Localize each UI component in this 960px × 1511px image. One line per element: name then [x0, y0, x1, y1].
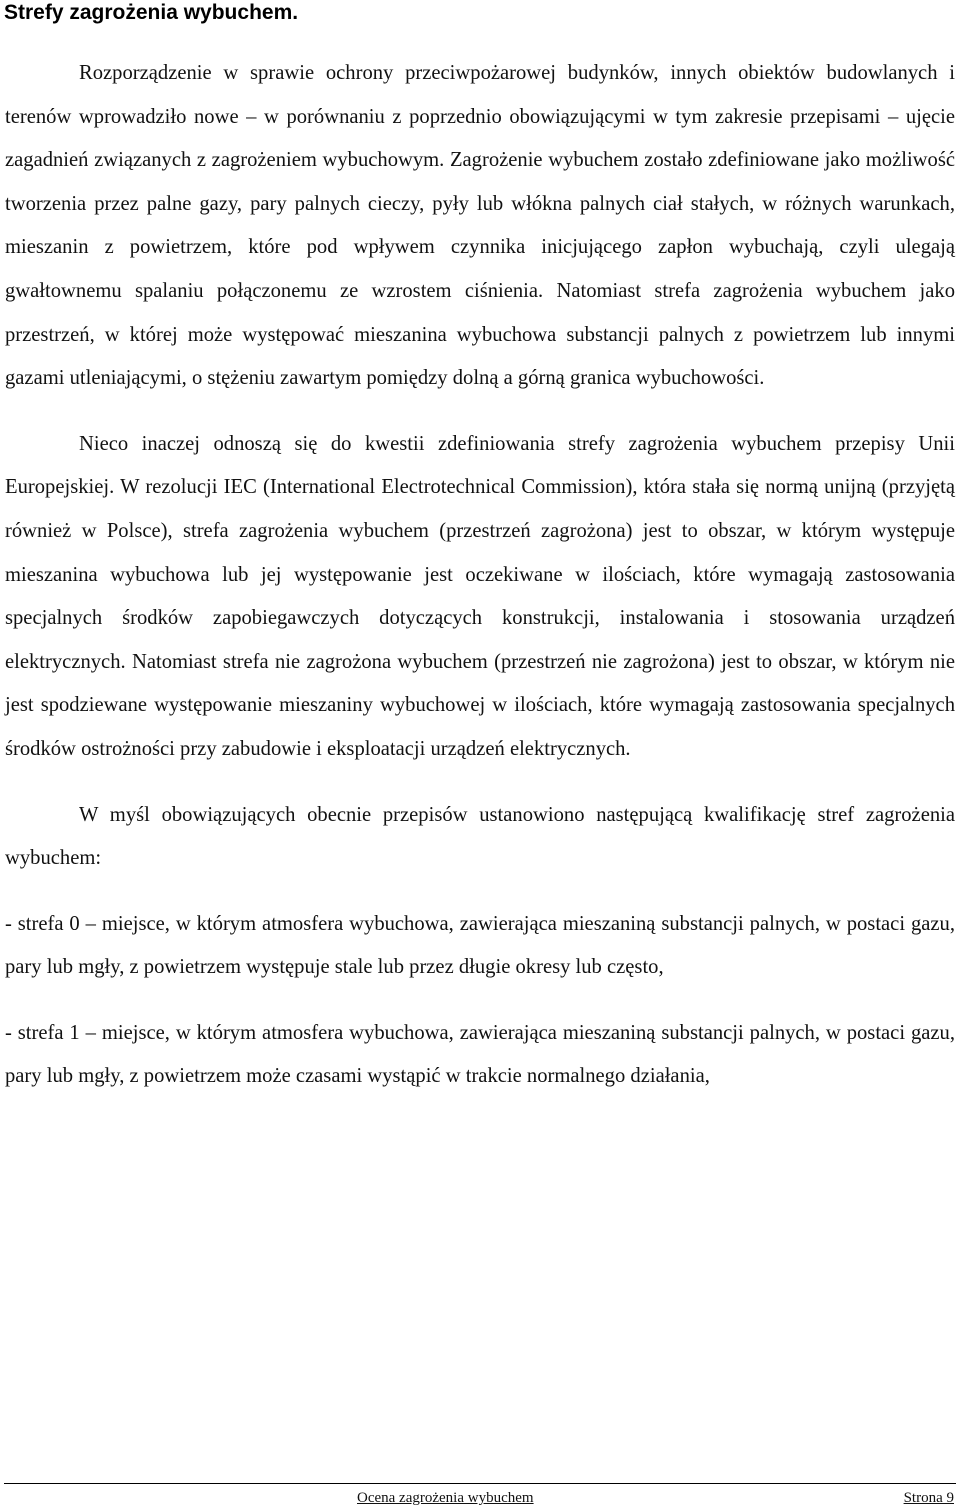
paragraph-spacer — [5, 772, 955, 794]
footer-divider — [4, 1483, 956, 1484]
paragraph-classification-intro: W myśl obowiązujących obecnie przepisów ustanowiono następującą kwalifikację stref zagrożenia wybuchem: — [5, 803, 955, 870]
footer-document-title: Ocena zagrożenia wybuchem — [357, 1490, 534, 1506]
list-item-zone-1: - strefa 1 – miejsce, w którym atmosfera wybuchowa, zawierająca mieszaniną substancji palnych, w postaci gazu, pary lub mgły, z powietrzem może czasami wystąpić w trakcie normalnego działania, — [5, 1021, 955, 1088]
footer-page-number: Strona 9 — [903, 1490, 954, 1506]
document-body — [5, 52, 955, 1099]
section-heading: Strefy zagrożenia wybuchem. — [4, 1, 299, 24]
paragraph-spacer — [5, 881, 955, 903]
paragraph-eu-regulations: Nieco inaczej odnoszą się do kwestii zdefiniowania strefy zagrożenia wybuchem przepisy Unii Europejskiej. W rezolucji IEC (International Electrotechnical Commission), która stała się normą unijną (przyjętą również w Polsce), strefa zagrożenia wybuchem (przestrzeń zagrożona) jest to obszar, w którym występuje mieszanina wybuchowa lub jej występowanie jest oczekiwane w ilościach, które wymagają zastosowania specjalnych środków zapobiegawczych dotyczących konstrukcji, instalowania i stosowania urządzeń elektrycznych. Natomiast strefa nie zagrożona wybuchem (przestrzeń nie zagrożona) jest to obszar, w którym nie jest spodziewane występowanie mieszaniny wybuchowej w ilościach, które wymagają zastosowania specjalnych środków ostrożności przy zabudowie i eksploatacji urządzeń elektrycznych. — [5, 432, 955, 760]
list-item-zone-0: - strefa 0 – miejsce, w którym atmosfera wybuchowa, zawierająca mieszaniną substancji palnych, w postaci gazu, pary lub mgły, z powietrzem występuje stale lub przez długie okresy lub często, — [5, 912, 955, 979]
paragraph-spacer — [5, 401, 955, 423]
paragraph-spacer — [5, 990, 955, 1012]
paragraph-definitions: Rozporządzenie w sprawie ochrony przeciwpożarowej budynków, innych obiektów budowlanych i terenów wprowadziło nowe – w porównaniu z poprzednio obowiązującymi w tym zakresie przepisami – ujęcie zagadnień związanych z zagrożeniem wybuchowym. Zagrożenie wybuchem zostało zdefiniowane jako możliwość tworzenia przez palne gazy, pary palnych cieczy, pyły lub włókna palnych ciał stałych, w różnych warunkach, mieszanin z powietrzem, które pod wpływem czynnika inicjującego zapłon wybuchają, czyli ulegają gwałtownemu spalaniu połączonemu ze wzrostem ciśnienia. Natomiast strefa zagrożenia wybuchem jako przestrzeń, w której może występować mieszanina wybuchowa substancji palnych z powietrzem lub innymi gazami utleniającymi, o stężeniu zawartym pomiędzy dolną a górną granica wybuchowości. — [5, 62, 955, 390]
